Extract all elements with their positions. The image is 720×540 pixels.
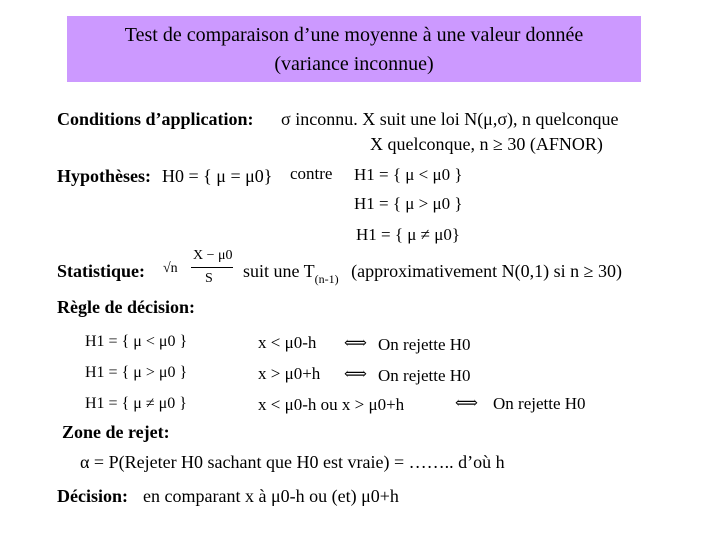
conditions-label: Conditions d’application: xyxy=(57,109,254,129)
formula-root: √n xyxy=(163,261,178,276)
title-line-2: (variance inconnue) xyxy=(274,53,434,75)
rule-row-3-hyp: H1 = { μ ≠ μ0 } xyxy=(85,395,187,412)
rule-row-3-cond: x < μ0-h ou x > μ0+h xyxy=(258,395,405,414)
zone-alpha-line: α = P(Rejeter H0 sachant que H0 est vraie) = …….. d’où h xyxy=(80,452,505,472)
decision-label: Décision: xyxy=(57,486,128,506)
statistique-label: Statistique: xyxy=(57,261,146,281)
hypotheses-label: Hypothèses: xyxy=(57,166,151,186)
rule-row-1-arrow: ⟺ xyxy=(344,335,367,352)
statistique-dof: (n-1) xyxy=(314,272,339,286)
rule-row-3-result: On rejette H0 xyxy=(493,394,586,413)
hypothesis-h1-neq: H1 = { μ ≠ μ0} xyxy=(356,225,460,244)
zone-label: Zone de rejet: xyxy=(62,422,170,442)
statistique-text-suffix: (approximativement N(0,1) si n ≥ 30) xyxy=(351,261,622,281)
title-box xyxy=(67,16,641,82)
statistique-text xyxy=(243,261,622,286)
rule-row-2-arrow: ⟺ xyxy=(344,366,367,383)
regle-label: Règle de décision: xyxy=(57,297,195,317)
rule-row-2-hyp: H1 = { μ > μ0 } xyxy=(85,364,188,381)
rule-row-1-result: On rejette H0 xyxy=(378,335,471,354)
conditions-line-2: X quelconque, n ≥ 30 (AFNOR) xyxy=(370,134,603,154)
hypothesis-h1-less: H1 = { μ < μ0 } xyxy=(354,165,463,184)
statistique-text-prefix: suit une T xyxy=(243,261,315,281)
hypothesis-h1-greater: H1 = { μ > μ0 } xyxy=(354,194,463,213)
rule-row-1-cond: x < μ0-h xyxy=(258,333,317,352)
rule-row-1-hyp: H1 = { μ < μ0 } xyxy=(85,333,188,350)
conditions-line-1: σ inconnu. X suit une loi N(μ,σ), n quelconque xyxy=(281,109,619,129)
formula-numerator: X − μ0 xyxy=(193,248,233,263)
decision-text: en comparant x à μ0-h ou (et) μ0+h xyxy=(143,486,399,506)
formula-denominator: S xyxy=(205,271,213,286)
fraction-bar xyxy=(191,267,233,268)
rule-row-3-arrow: ⟺ xyxy=(455,395,478,412)
rule-row-2-cond: x > μ0+h xyxy=(258,364,321,383)
contre-label: contre xyxy=(290,164,333,183)
hypothesis-h0: H0 = { μ = μ0} xyxy=(162,166,273,186)
rule-row-2-result: On rejette H0 xyxy=(378,366,471,385)
title-line-1: Test de comparaison d’une moyenne à une valeur donnée xyxy=(124,24,584,46)
